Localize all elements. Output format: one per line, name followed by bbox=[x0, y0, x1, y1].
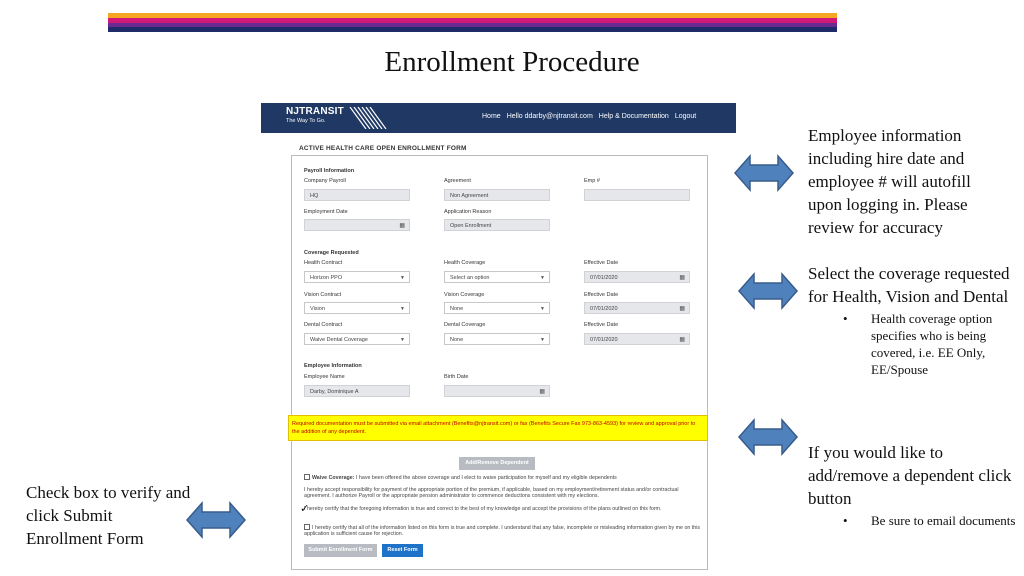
certify-complete-text: I hereby certify that all of the information listed on this form is true and complete. I understand that any false, incomplete or misleading information given by me on this application is sufficient cause for rejection. bbox=[304, 525, 701, 538]
application-reason-field[interactable]: Open Enrollment bbox=[444, 219, 550, 231]
double-arrow-icon bbox=[738, 271, 798, 311]
note-dependent-bullet-text: Be sure to email documents bbox=[871, 513, 1016, 528]
nav-logout[interactable]: Logout bbox=[674, 113, 697, 120]
note-coverage-text: Select the coverage requested for Health, Vision and Dental bbox=[808, 264, 1010, 306]
chevron-down-icon: ▼ bbox=[400, 306, 405, 312]
checkmark-icon: ✓ bbox=[300, 502, 310, 515]
health-effective-label: Effective Date bbox=[584, 260, 619, 266]
bullet-dot: • bbox=[843, 513, 848, 528]
waive-coverage-checkbox[interactable] bbox=[304, 474, 310, 480]
double-arrow-icon bbox=[738, 417, 798, 457]
agreement-field[interactable]: Non Agreement bbox=[444, 189, 550, 201]
note-dependent-list bbox=[808, 512, 1018, 529]
dental-contract-select[interactable] bbox=[304, 333, 410, 345]
company-payroll-field[interactable]: HQ bbox=[304, 189, 410, 201]
stripe-navy bbox=[108, 27, 837, 32]
note-employee-info: Employee information including hire date and employee # will autofill upon logging in. Please review for accuracy bbox=[808, 126, 971, 237]
add-remove-dependent-button[interactable]: Add/Remove Dependent bbox=[459, 457, 535, 470]
dental-coverage-label: Dental Coverage bbox=[444, 322, 486, 328]
dental-effective-label: Effective Date bbox=[584, 322, 619, 328]
employee-name-label: Employee Name bbox=[304, 374, 345, 380]
emp-number-label: Emp # bbox=[584, 178, 600, 184]
documentation-warning: Required documentation must be submitted via email attachment (Benefits@njtransit.com) or fax (Benefits Secure Fax 973-863-4593) for review and approval prior to the addition of any dependent. bbox=[288, 415, 708, 441]
health-coverage-value: Select an option bbox=[450, 275, 490, 281]
employment-date-label: Employment Date bbox=[304, 209, 348, 215]
submit-enrollment-button[interactable]: Submit Enrollment Form bbox=[304, 544, 377, 557]
logo-tagline: The Way To Go. bbox=[286, 118, 326, 124]
vision-effective-value: 07/01/2020 bbox=[590, 306, 618, 312]
calendar-icon[interactable]: ▦ bbox=[679, 337, 685, 343]
health-contract-select[interactable] bbox=[304, 271, 410, 283]
employee-info-heading: Employee Information bbox=[304, 363, 362, 369]
health-coverage-select[interactable] bbox=[444, 271, 550, 283]
top-navbar bbox=[261, 103, 736, 133]
double-arrow-icon bbox=[734, 153, 794, 193]
chevron-down-icon: ▼ bbox=[400, 337, 405, 343]
vision-effective-date-field[interactable] bbox=[584, 302, 690, 314]
agreement-label: Agreement bbox=[444, 178, 471, 184]
note-coverage-bullet-text: Health coverage option specifies who is being covered, i.e. EE Only, EE/Spouse bbox=[871, 311, 993, 377]
health-coverage-label: Health Coverage bbox=[444, 260, 486, 266]
application-reason-label: Application Reason bbox=[444, 209, 492, 215]
chevron-down-icon: ▼ bbox=[540, 275, 545, 281]
certify-true-text: I hereby certify that the foregoing information is true and correct to the best of my knowledge and accept the provisions of the plans outlined on this form. bbox=[304, 506, 662, 512]
payroll-heading: Payroll Information bbox=[304, 168, 355, 174]
reset-form-button[interactable]: Reset Form bbox=[382, 544, 423, 557]
form-title: ACTIVE HEALTH CARE OPEN ENROLLMENT FORM bbox=[299, 145, 467, 152]
chevron-down-icon: ▼ bbox=[400, 275, 405, 281]
waive-coverage-row bbox=[304, 474, 704, 481]
waive-coverage-bold: Waive Coverage: bbox=[312, 475, 355, 481]
note-coverage-bullet bbox=[835, 310, 1018, 378]
company-payroll-label: Company Payroll bbox=[304, 178, 346, 184]
certify-complete-row bbox=[304, 524, 704, 538]
dental-contract-label: Dental Contract bbox=[304, 322, 343, 328]
birth-date-field[interactable] bbox=[444, 385, 550, 397]
dental-coverage-select[interactable] bbox=[444, 333, 550, 345]
vision-contract-select[interactable] bbox=[304, 302, 410, 314]
vision-coverage-select[interactable] bbox=[444, 302, 550, 314]
calendar-icon[interactable]: ▦ bbox=[399, 223, 405, 229]
nav-help[interactable]: Help & Documentation bbox=[598, 113, 669, 120]
employee-name-field[interactable]: Darby, Dominique A bbox=[304, 385, 410, 397]
calendar-icon[interactable]: ▦ bbox=[679, 275, 685, 281]
logo-stripes-icon bbox=[348, 107, 388, 129]
njtransit-logo[interactable] bbox=[286, 106, 344, 124]
vision-contract-value: Vision bbox=[310, 306, 325, 312]
note-dependent-text: If you would like to add/remove a dependent click button bbox=[808, 443, 1012, 508]
dental-effective-value: 07/01/2020 bbox=[590, 337, 618, 343]
emp-number-field[interactable] bbox=[584, 189, 690, 201]
health-effective-date-field[interactable] bbox=[584, 271, 690, 283]
dental-effective-date-field[interactable] bbox=[584, 333, 690, 345]
vision-coverage-label: Vision Coverage bbox=[444, 292, 485, 298]
note-dependent bbox=[808, 441, 1018, 529]
accept-responsibility-text: I hereby accept responsibility for payment of the appropriate portion of the premium, if applicable, based on my employment/retirement status and/or contractual agreement. I authorize Payroll or the appropriate pension administrator to commence deductions consistent with my elections. bbox=[304, 487, 679, 500]
certify-checkbox[interactable] bbox=[304, 524, 310, 530]
nav-user-greeting[interactable]: Hello ddarby@njtransit.com bbox=[506, 113, 593, 120]
dental-coverage-value: None bbox=[450, 337, 464, 343]
vision-coverage-value: None bbox=[450, 306, 464, 312]
title-stripes bbox=[108, 13, 837, 32]
note-dependent-bullet bbox=[835, 512, 1018, 529]
vision-contract-label: Vision Contract bbox=[304, 292, 342, 298]
vision-effective-label: Effective Date bbox=[584, 292, 619, 298]
nav-links bbox=[482, 113, 696, 120]
nav-home[interactable]: Home bbox=[482, 113, 501, 120]
note-checkbox: Check box to verify and click Submit Enrollment Form bbox=[26, 483, 191, 548]
chevron-down-icon: ▼ bbox=[540, 337, 545, 343]
birth-date-label: Birth Date bbox=[444, 374, 469, 380]
logo-main-text: NJTRANSIT bbox=[286, 106, 344, 117]
chevron-down-icon: ▼ bbox=[540, 306, 545, 312]
health-effective-value: 07/01/2020 bbox=[590, 275, 618, 281]
bullet-dot: • bbox=[843, 311, 848, 326]
note-coverage-list bbox=[808, 310, 1018, 378]
coverage-heading: Coverage Requested bbox=[304, 250, 359, 256]
waive-coverage-text: I have been offered the above coverage and I elect to waive participation for myself and my eligible dependents bbox=[355, 475, 617, 481]
slide-title: Enrollment Procedure bbox=[384, 46, 640, 78]
enrollment-form-screenshot bbox=[261, 103, 736, 573]
health-contract-label: Health Contract bbox=[304, 260, 343, 266]
calendar-icon[interactable]: ▦ bbox=[679, 306, 685, 312]
calendar-icon[interactable]: ▦ bbox=[539, 389, 545, 395]
health-contract-value: Horizon PPO bbox=[310, 275, 343, 281]
employment-date-field[interactable] bbox=[304, 219, 410, 231]
note-coverage bbox=[808, 262, 1018, 378]
double-arrow-icon bbox=[186, 500, 246, 540]
dental-contract-value: Waive Dental Coverage bbox=[310, 337, 368, 343]
